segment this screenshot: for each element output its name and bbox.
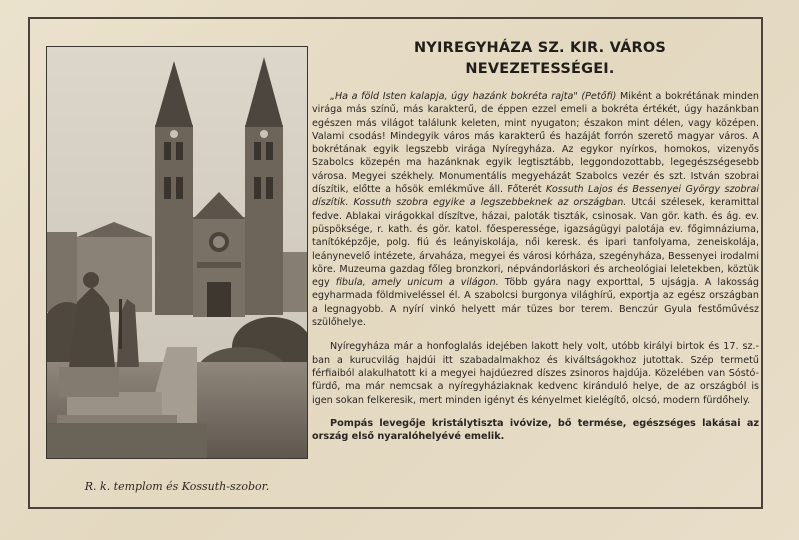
paragraph-1-part-e: Több gyára nagy exporttal, 5 ujságja. A lakosság egyharmada földmiveléssel él. A szabolcsi burgonya világhírű, exportja az egész országban a legnagyobb. A nyírí vinkó helyett már tüzes bor terem. Benczúr Gyula festőművész szülőhelye. xyxy=(312,277,759,329)
paragraph-1-statues: Kossuth Lajos és Bessenyei György szobrai díszítik. Kossuth szobra egyike a legszebbeknek az országban. xyxy=(312,184,759,209)
paragraph-1 xyxy=(312,90,759,329)
paragraph-1-part-c: Utcái szélesek, keramittal fedve. Ablakai virágokkal díszítve, házai, paloták tiszták, csinosak. Van gör. kath. és ág. ev. püspöksége, r. kath. és gör. katol. főesperessége, igazságügyi palotája ev. főgimnáziuma, tanítóképzője, polg. fiú és leányiskolája, női keresk. és ipari tanfolyama, zeneiskolája, leánynevelő intézete, árvaháza, megyei és városi kórháza, szegényháza, Bessenyei irodalmi köre. Muzeuma gazdag főleg bronzkori, népvándorláskori és archeológiai leletekben, köztük egy xyxy=(312,197,760,289)
description-text xyxy=(312,90,759,443)
title-line-1: NYIREGYHÁZA SZ. KIR. VÁROS xyxy=(413,40,667,56)
church-photo xyxy=(46,46,308,459)
petofi-quote: „Ha a föld Isten kalapja, úgy hazánk bokréta rajta" (Petőfi) xyxy=(330,91,617,102)
photo-caption: R. k. templom és Kossuth-szobor. xyxy=(84,480,270,493)
church-illustration xyxy=(47,47,308,459)
closing-statement: Pompás levegője kristálytiszta ivóvize, bő termése, egészséges lakásai az ország első nyaralóhelyévé emelik. xyxy=(312,417,759,443)
title-line-2: NEVEZETESSÉGEI. xyxy=(465,61,615,77)
paragraph-2: Nyíregyháza már a honfoglalás idejében lakott hely volt, utóbb királyi birtok és 17. sz.-ban a kurucvilág hajdúi itt szabadalmakhoz és kiváltságokhoz jutottak. Szép termetű férfiaiból alakulhatott ki a megyei hajdúezred díszes zsinoros hajdúja. Közelében van Sóstó-fürdő, ma már nemcsak a nyíregyháziaknak kedvenc kiránduló helye, de az országból is igen sokan felkeresik, mert minden igényt és kényelmet kielégítő, olcsó, modern fürdőhely. xyxy=(312,341,759,406)
page-title xyxy=(330,38,750,80)
paragraph-1-part-a: Miként a bokrétának minden virága más színű, más karakterű, de éppen ezzel emeli a bokréta értékét, úgy hazánkban egészen más világot találunk keleten, mint nyugaton; északon mint délen, vagy középen. Valami csodás! Mindegyik város más karakterű és hazáját forrón szerető magyar város. A bokrétának egyik legszebb virága Nyíregyháza. Az egykor nyírkos, homokos, vizenyős Szabolcs közepén ma hazánknak egyik legtisztább, leggondozottabb, legegészségesebb városa. Megyei székhely. Monumentális megyeházát Szabolcs vezér és szt. István szobrai díszítik, előtte a hősök emlékműve áll. Főterét xyxy=(312,91,759,196)
paragraph-1-fibula: fibula, amely unicum a világon. xyxy=(335,277,499,289)
